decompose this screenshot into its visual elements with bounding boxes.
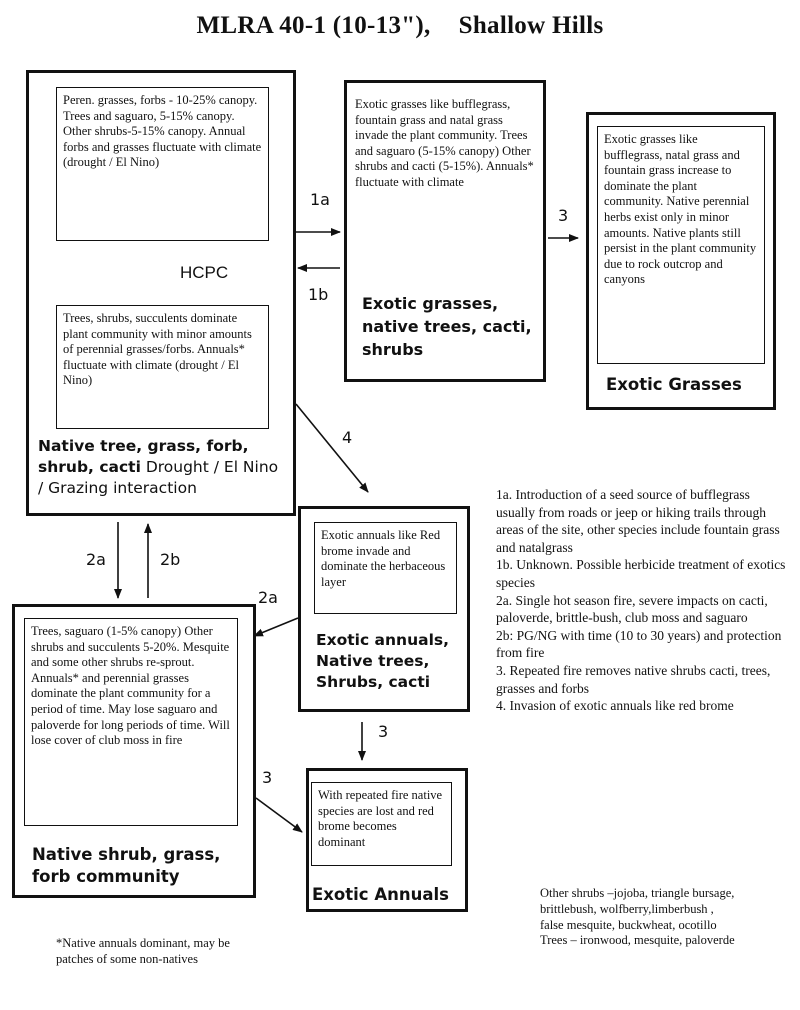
transition-4: 4 [342, 428, 353, 447]
note-2a: 2a. Single hot season fire, severe impacts on cacti, paloverde, brittle-bush, club moss and saguaro [496, 592, 768, 626]
hcpc-state-label [38, 436, 288, 499]
transition-notes [496, 486, 788, 715]
title-site: Shallow Hills [458, 12, 604, 39]
exotic-grasses-text: Exotic grasses like bufflegrass, natal grass and fountain grass increase to dominate the plant community. Native perennial herbs exist only in minor amounts. Native plants still persist in the plant community due to rock outcrop and canyons [597, 126, 765, 364]
hcpc-state-label-bold: Native tree, grass, forb, shrub, cacti [38, 437, 249, 476]
hcpc-state-label-plain: Drought / El Nino / Grazing interaction [38, 458, 279, 497]
exotic-annuals-trees-text: Exotic annuals like Red brome invade and dominate the herbaceous layer [314, 522, 457, 614]
exotic-annuals-label: Exotic Annuals [312, 885, 449, 904]
exotic-grasses-trees-label: Exotic grasses, native trees, cacti, shrubs [362, 294, 532, 359]
exotic-annuals-text: With repeated fire native species are lost and red brome becomes dominant [311, 782, 452, 866]
hcpc-community-1: Peren. grasses, forbs - 10-25% canopy. Trees and saguaro, 5-15% canopy. Other shrubs-5-15% canopy. Annual forbs and grasses fluctuate with climate (drought / El Nino) [56, 87, 269, 241]
note-1a: 1a. Introduction of a seed source of bufflegrass usually from roads or jeep or hiking trails through areas of the site, other species include fountain grass and natalgrass [496, 487, 780, 555]
hcpc-community-2 [56, 305, 269, 429]
exotic-grasses-trees-text: Exotic grasses like bufflegrass, fountain grass and natal grass invade the plant community. Trees and saguaro (5-15% canopy) Other shrubs and cacti (5-15%). Annuals* fluctuate with climate [355, 97, 534, 189]
annuals-footnote: *Native annuals dominant, may be patches of some non-natives [56, 936, 230, 966]
native-shrub-label: Native shrub, grass, forb community [32, 845, 221, 886]
title-mlra: MLRA 40-1 (10-13"), [196, 12, 431, 39]
note-3: 3. Repeated fire removes native shrubs cacti, trees, grasses and forbs [496, 662, 771, 696]
hcpc-label: HCPC [180, 263, 229, 282]
transition-2b: 2b [160, 550, 181, 569]
note-2b: 2b: PG/NG with time (10 to 30 years) and protection from fire [496, 627, 782, 661]
hcpc-community-2-text: Trees, shrubs, succulents dominate plant community with minor amounts of perennial grasses/forbs. Annuals* fluctuate with climate (drought / El Nino) [63, 311, 252, 388]
transition-3-bottom: 3 [262, 768, 273, 787]
note-1b: 1b. Unknown. Possible herbicide treatment of exotics species [496, 557, 786, 590]
native-shrub-text: Trees, saguaro (1-5% canopy) Other shrubs and succulents 5-20%. Mesquite and some other shrubs re-sprout. Annuals* and perennial grasses dominate the plant community for a period of time. May lose saguaro and paloverde for long periods of time. Will lose cover of club moss in fire [24, 618, 238, 826]
transition-1a: 1a [310, 190, 330, 209]
transition-3-top: 3 [558, 206, 569, 225]
transition-3-mid: 3 [378, 722, 389, 741]
transition-1b: 1b [308, 285, 329, 304]
transition-2a: 2a [86, 550, 106, 569]
transition-2a-right: 2a [258, 588, 278, 607]
note-4: 4. Invasion of exotic annuals like red brome [496, 698, 734, 714]
species-note: Other shrubs –jojoba, triangle bursage, brittlebush, wolfberry,limberbush , false mesquite, buckwheat, ocotillo Trees – ironwood, mesquite, paloverde [540, 886, 735, 948]
arrow-3-bottom [256, 798, 302, 832]
arrow-2a-right [254, 618, 298, 636]
exotic-annuals-trees-label: Exotic annuals, Native trees, Shrubs, cacti [316, 631, 449, 691]
arrow-4 [296, 404, 368, 492]
exotic-grasses-label: Exotic Grasses [606, 375, 742, 394]
